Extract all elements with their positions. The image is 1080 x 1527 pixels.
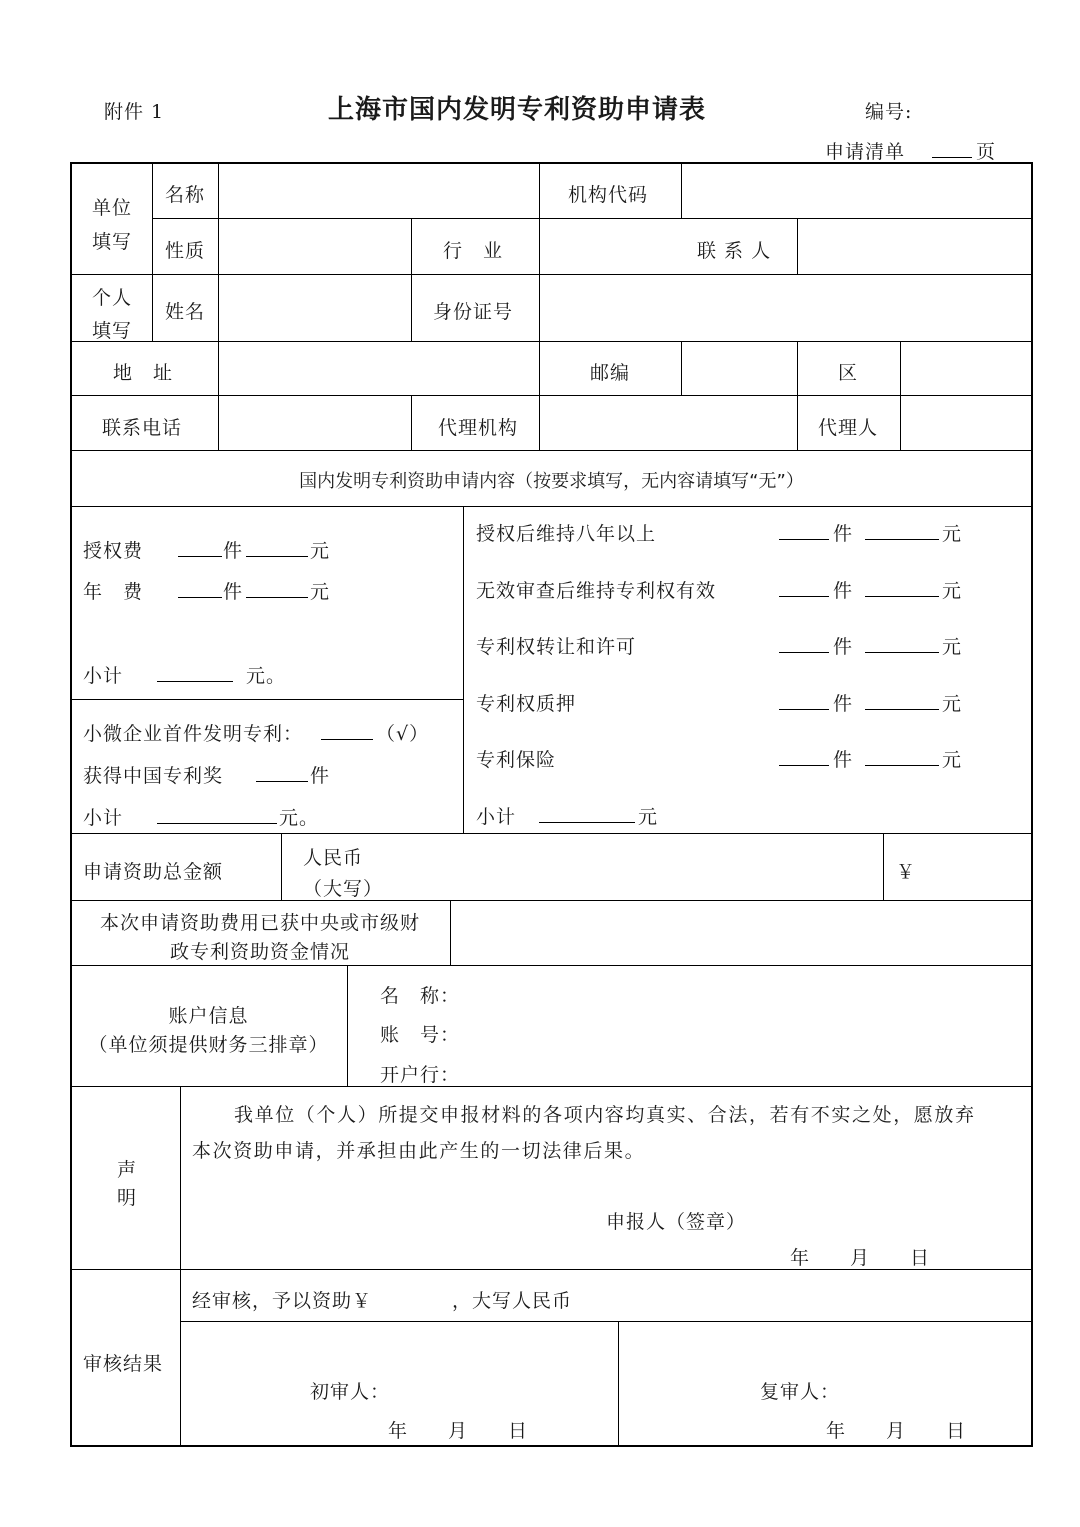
agency-label: 代理机构: [438, 417, 519, 439]
rule: [681, 162, 682, 219]
total-amount-label: 申请资助总金额: [83, 861, 224, 883]
piece-unit: 件: [223, 581, 244, 603]
funded-label-1: 本次申请资助费用已获中央或市级财: [99, 912, 420, 934]
rmb-label: 人民币: [303, 847, 364, 869]
industry-label: 行 业: [443, 240, 504, 262]
second-reviewer-label: 复审人：: [760, 1381, 841, 1403]
declaration-label-2: 明: [117, 1187, 138, 1209]
rule: [180, 1086, 181, 1447]
rule: [281, 833, 282, 901]
postcode-label: 邮编: [590, 362, 631, 384]
address-label: 地 址: [113, 362, 174, 384]
transfer-count[interactable]: [779, 634, 829, 653]
nature-label: 性质: [165, 240, 206, 262]
capital-label: （大写）: [303, 878, 384, 900]
rule: [900, 341, 901, 451]
rule: [539, 162, 540, 451]
rule: [152, 218, 1033, 219]
pledge-amount[interactable]: [865, 691, 939, 710]
district-input[interactable]: [904, 345, 1029, 393]
rule: [70, 450, 1033, 451]
contact-input[interactable]: [801, 222, 1029, 272]
subtotal-unit: 元。: [246, 665, 287, 687]
subtotal2-amount[interactable]: [157, 805, 277, 824]
piece-unit: 件: [833, 749, 854, 771]
org-code-input[interactable]: [685, 166, 1029, 216]
total-capital-input[interactable]: [380, 838, 880, 896]
rule: [681, 341, 682, 396]
second-review-date: 年 月 日: [826, 1420, 967, 1442]
rule: [618, 1321, 619, 1447]
rule: [70, 506, 1033, 507]
right-subtotal-label: 小计: [476, 806, 517, 828]
first-reviewer-label: 初审人：: [310, 1381, 391, 1403]
rule: [70, 965, 1033, 966]
agency-input[interactable]: [543, 399, 793, 447]
account-info-label: 账户信息: [168, 1005, 249, 1027]
yuan-unit: 元: [310, 540, 331, 562]
invalidation-label: 无效审查后维持专利权有效: [476, 580, 717, 602]
rule: [218, 162, 219, 451]
org-code-label: 机构代码: [568, 184, 649, 206]
agent-input[interactable]: [904, 399, 1029, 447]
transfer-label: 专利权转让和许可: [476, 636, 637, 658]
district-label: 区: [838, 362, 859, 384]
invalidation-count[interactable]: [779, 578, 829, 597]
name-input[interactable]: [222, 166, 536, 216]
annual-fee-amount[interactable]: [246, 579, 308, 598]
person-label-1: 个人: [92, 287, 133, 309]
declaration-label-1: 声: [117, 1159, 138, 1181]
account-number-input[interactable]: [460, 1014, 1020, 1044]
funded-label-2: 政专利资助资金情况: [169, 941, 350, 963]
subtotal-amount[interactable]: [157, 663, 233, 682]
funded-input[interactable]: [454, 904, 1029, 962]
rule: [70, 274, 1033, 275]
auth-fee-label: 授权费: [83, 540, 144, 562]
maintained-8y-amount[interactable]: [865, 521, 939, 540]
award-count[interactable]: [256, 763, 308, 782]
rule: [152, 162, 153, 341]
rule: [463, 506, 464, 834]
bank-input[interactable]: [460, 1054, 1020, 1084]
rule: [450, 900, 451, 966]
invalidation-amount[interactable]: [865, 578, 939, 597]
small-firm-field[interactable]: [321, 721, 373, 740]
yuan-unit: 元: [942, 580, 963, 602]
address-input[interactable]: [222, 345, 536, 393]
piece-unit: 件: [310, 765, 331, 787]
maintained-8y-label: 授权后维持八年以上: [476, 523, 657, 545]
rule: [70, 833, 1033, 834]
unit-label-2: 填写: [92, 231, 133, 253]
rule: [70, 395, 1033, 396]
yuan-unit: 元: [942, 693, 963, 715]
yuan-unit: 元: [638, 806, 659, 828]
yuan-unit: 元: [310, 581, 331, 603]
rule: [883, 833, 884, 901]
subtotal2-unit: 元。: [279, 807, 320, 829]
review-approval-text: 经审核，予以资助￥ ，大写人民币: [192, 1290, 573, 1312]
number-label: 编号:: [865, 101, 913, 123]
unit-label-1: 单位: [92, 197, 133, 219]
rule: [70, 699, 463, 700]
auth-fee-count[interactable]: [178, 538, 222, 557]
id-number-input[interactable]: [543, 278, 1029, 338]
person-name-input[interactable]: [222, 278, 408, 338]
rule: [180, 1321, 1033, 1322]
person-name-label: 姓名: [165, 301, 206, 323]
phone-label: 联系电话: [102, 417, 183, 439]
person-label-2: 填写: [92, 320, 133, 342]
content-section-title: 国内发明专利资助申请内容（按要求填写，无内容请填写“无”）: [299, 471, 804, 492]
award-label: 获得中国专利奖: [83, 765, 224, 787]
rule: [70, 341, 1033, 342]
auth-fee-amount[interactable]: [246, 538, 308, 557]
page-unit: 页: [976, 141, 997, 163]
check-mark: （√）: [376, 723, 430, 745]
rule: [797, 218, 798, 275]
first-review-date: 年 月 日: [388, 1420, 529, 1442]
signer-label: 申报人（签章）: [606, 1211, 747, 1233]
small-firm-label: 小微企业首件发明专利：: [83, 723, 304, 745]
total-yen-input[interactable]: [918, 838, 1028, 896]
rule: [70, 900, 1033, 901]
declaration-text-1: 我单位（个人）所提交申报材料的各项内容均真实、合法，若有不实之处，愿放弃: [234, 1104, 976, 1126]
transfer-amount[interactable]: [865, 634, 939, 653]
declaration-text-2: 本次资助申请，并承担由此产生的一切法律后果。: [192, 1140, 646, 1162]
piece-unit: 件: [833, 580, 854, 602]
rule: [411, 218, 412, 342]
piece-unit: 件: [833, 523, 854, 545]
phone-input[interactable]: [222, 399, 408, 447]
rule: [411, 395, 412, 451]
yen-symbol: ￥: [896, 861, 917, 883]
yuan-unit: 元: [942, 523, 963, 545]
rule: [797, 341, 798, 451]
right-subtotal-amount[interactable]: [539, 804, 635, 823]
postcode-input[interactable]: [685, 345, 794, 393]
agent-label: 代理人: [818, 417, 879, 439]
annual-fee-count[interactable]: [178, 579, 222, 598]
review-result-label: 审核结果: [83, 1353, 164, 1375]
account-name-label: 名 称：: [380, 985, 461, 1007]
id-number-label: 身份证号: [433, 301, 514, 323]
insurance-amount[interactable]: [865, 747, 939, 766]
attachment-label: 附件 1: [104, 101, 165, 123]
page-count-field[interactable]: [932, 139, 972, 158]
account-stamp-note: （单位须提供财务三排章）: [88, 1034, 329, 1056]
pledge-label: 专利权质押: [476, 693, 577, 715]
nature-input[interactable]: [222, 222, 408, 272]
yuan-unit: 元: [942, 636, 963, 658]
insurance-label: 专利保险: [476, 749, 557, 771]
annual-fee-label: 年 费: [83, 581, 144, 603]
subtotal-label: 小计: [83, 807, 124, 829]
page-title: 上海市国内发明专利资助申请表: [328, 95, 707, 125]
insurance-count[interactable]: [779, 747, 829, 766]
pledge-count[interactable]: [779, 691, 829, 710]
piece-unit: 件: [833, 636, 854, 658]
account-number-label: 账 号：: [380, 1024, 461, 1046]
contact-label: 联 系 人: [697, 240, 772, 262]
account-name-input[interactable]: [460, 975, 1020, 1005]
piece-unit: 件: [223, 540, 244, 562]
rule: [70, 1086, 1033, 1087]
application-list-label: 申请清单: [825, 141, 906, 163]
maintained-8y-count[interactable]: [779, 521, 829, 540]
piece-unit: 件: [833, 693, 854, 715]
yuan-unit: 元: [942, 749, 963, 771]
subtotal-label: 小计: [83, 665, 124, 687]
rule: [347, 965, 348, 1087]
name-label: 名称: [165, 184, 206, 206]
declaration-date: 年 月 日: [790, 1247, 931, 1269]
bank-label: 开户行：: [380, 1064, 461, 1086]
